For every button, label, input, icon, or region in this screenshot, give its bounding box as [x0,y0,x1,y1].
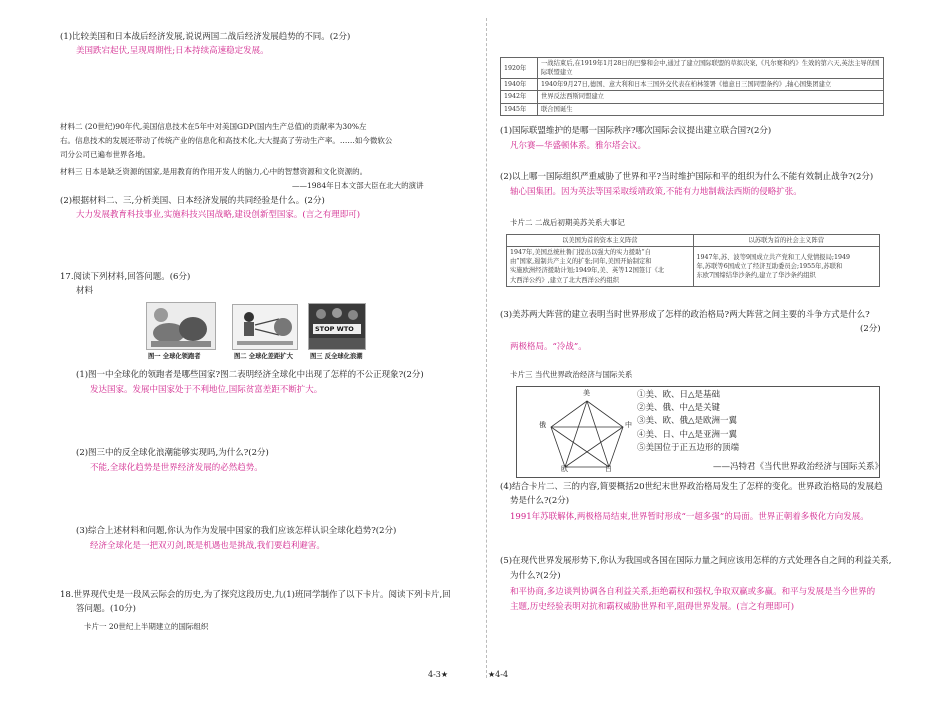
right-q4-line-1: (4)结合卡片二、三的内容,简要概括20世纪末世界政治格局发生了怎样的变化。世界政治格局的发展趋 [500,482,883,492]
international-organizations-table [500,57,884,116]
q17-question-1: (1)图一中全球化的领跑者是哪些国家?图二表明经济全球化中出现了怎样的不公正现象?(2分) [76,370,424,380]
table-row [501,58,884,79]
q18-line-2: 答问题。(10分) [76,604,136,614]
right-q3-answer: 两极格局。“冷战”。 [510,342,587,352]
page-number-left: 4-3★ [428,670,449,679]
right-q4-line-2: 势是什么?(2分) [510,496,570,506]
globalization-gap-image [232,304,298,350]
caption-figure-one: 图一 全球化领跑者 [148,353,201,360]
right-q1-answer: 凡尔赛—华盛顿体系。雅尔塔会议。 [510,141,647,151]
gap-illustration [233,305,297,349]
table-row [501,91,884,103]
header-socialist: 以苏联为首的社会主义阵营 [693,235,880,247]
cell-line: 实施欧洲经济援助计划;1949年,美、英等12国签订《北 [510,267,665,275]
leader-illustration [147,303,215,349]
left-q2-answer: 大力发展教育科技事业,实施科技兴国战略,建设创新型国家。(言之有理即可) [76,210,361,220]
right-q2-answer: 轴心国集团。因为英法等国采取绥靖政策,不能有力地制裁法西斯的侵略扩张。 [510,187,802,197]
capitalist-cell [507,247,694,287]
card-one-title: 卡片一 20世纪上半期建立的国际组织 [84,622,209,631]
card-three-item: ④美、日、中△是亚洲一翼 [637,429,738,440]
page-number-right: ★4-4 [488,670,509,679]
right-q1-text: (1)国际联盟维护的是哪一国际秩序?哪次国际会议提出建立联合国?(2分) [500,126,772,136]
q17-answer-1: 发达国家。发展中国家处于不利地位,国际贫富差距不断扩大。 [90,385,323,395]
right-q5-line-1: (5)在现代世界发展形势下,你认为我国或各国在国际力量之间应该用怎样的方式处理各自之间的利益关系, [500,556,892,566]
q17-question-3: (3)综合上述材料和问题,你认为作为发展中国家的我们应该怎样认识全球化趋势?(2分) [76,526,397,536]
right-q4-answer: 1991年苏联解体,两极格局结束,世界暂时形成“一超多强”的局面。世界正朝着多极化方向发展。 [510,512,869,522]
table-row [507,247,880,287]
socialist-cell [693,247,880,287]
card-two-title: 卡片二 二战后初期美苏关系大事记 [510,218,625,227]
globalization-leader-image [146,302,216,350]
card-three-item: ⑤美国位于正五边形的顶端 [637,442,740,453]
left-q1-answer: 美国跌宕起伏,呈现周期性;日本持续高速稳定发展。 [76,46,269,56]
event-cell: 联合国诞生 [538,103,884,115]
header-capitalist: 以美国为首的资本主义阵营 [507,235,694,247]
cell-line: 1947年,苏、波等9国成立共产党和工人党情报局;1949 [696,253,851,261]
anti-globalization-image [308,303,366,350]
vertex-china: 中 [625,421,632,429]
material-two [60,120,392,162]
cold-war-table [506,234,880,287]
cell-line: 由”国家,遏制共产主义的扩张;同年,美国开始制定和 [510,258,652,266]
right-q3-text: (3)美苏两大阵营的建立表明当时世界形成了怎样的政治格局?两大阵营之间主要的斗争方式是什么? [500,310,870,320]
vertex-europe: 欧 [561,465,568,473]
table-row [501,79,884,91]
left-q1-text: (1)比较美国和日本战后经济发展,说说两国二战后经济发展趋势的不同。(2分) [60,32,351,42]
card-three-item: ①美、欧、日△是基础 [637,390,721,400]
vertex-japan: 日 [605,465,612,473]
q18-line-1: 18.世界现代史是一段风云际会的历史,为了探究这段历史,九(1)班同学制作了以下卡片。阅读下列卡片,回 [60,590,451,600]
card-three-items [637,389,739,455]
right-q3-points: (2分) [860,324,881,334]
cell-line: 1947年,美国总统杜鲁门提出以强大的实力援助“自 [510,249,651,257]
year-cell: 1945年 [501,103,538,115]
material-two-line: 右。信息技术的发展还带动了传统产业的信息化和高技术化,大大提高了劳动生产率。……如今微软公 [60,135,393,145]
table-row [501,103,884,115]
card-three-box [516,386,884,478]
caption-figure-two: 图二 全球化差距扩大 [234,353,293,360]
event-cell: 1940年9月27日,德国、意大利和日本三国外交代表在柏林签署《德意日三国同盟条约》,轴心国集团建立 [538,79,884,91]
card-three-source: ——冯特君《当代世界政治经济与国际关系》 [713,462,884,472]
card-three-item: ②美、俄、中△是关键 [637,403,721,414]
caption-figure-three: 图三 反全球化浪潮 [310,353,363,360]
q17-title: 17.阅读下列材料,回答问题。(6分) [60,272,191,282]
right-q5-answer-1: 和平协商,多边谈判协调各自利益关系,拒绝霸权和强权,争取双赢或多赢。和平与发展是当今世界的 [510,587,876,597]
column-divider [486,18,488,678]
material-two-line: 司分公司已遍布世界各地。 [60,149,150,159]
cell-line: 大西洋公约》,建立了北大西洋公约组织 [510,276,620,284]
event-cell: 世界反法西斯同盟建立 [538,91,884,103]
card-three-item: ③美、欧、俄△是欧洲一翼 [637,416,738,427]
vertex-usa: 美 [583,389,590,397]
material-three: 材料三 日本是缺乏资源的国家,是用教育的作用开发人的脑力,心中的智慧资源和文化资源的。 [60,167,368,176]
q17-answer-2: 不能,全球化趋势是世界经济发展的必然趋势。 [90,463,263,473]
cell-line: 年,苏联等6国成立了经济互助委员会;1955年,苏联和 [696,262,843,270]
pentagon-diagram [541,393,633,473]
right-q5-answer-2: 主题,历史经验表明对抗和霸权威胁世界和平,阻碍世界发展。(言之有理即可) [510,602,795,612]
card-three-title: 卡片三 当代世界政治经济与国际关系 [510,370,633,379]
year-cell: 1942年 [501,91,538,103]
year-cell: 1920年 [501,58,538,79]
material-two-line: 材料二 (20世纪)90年代,美国信息技术在5年中对美国GDP(国内生产总值)的贡献率为30%左 [60,122,367,131]
stop-wto-sign: STOP WTO [315,325,354,333]
vertex-russia: 俄 [539,421,546,429]
q17-question-2: (2)图三中的反全球化浪潮能够实现吗,为什么?(2分) [76,448,269,458]
q17-answer-3: 经济全球化是一把双刃剑,既是机遇也是挑战,我们要趋利避害。 [90,541,325,551]
year-cell: 1940年 [501,79,538,91]
event-cell: 一战结束后,在1919年1月28日的巴黎和会中,通过了建立国际联盟的草拟决案,《凡尔赛和约》生效的第六天,英法主导的国际联盟建立 [538,58,884,79]
q17-material-label: 材料 [76,286,94,296]
cell-line: 东欧7国缔结华沙条约,建立了华沙条约组织 [696,271,816,279]
table-header-row [507,235,880,247]
right-q5-line-2: 为什么?(2分) [510,571,561,581]
material-three-source: ——1984年日本文部大臣在北大的演讲 [292,181,424,190]
left-q2-text: (2)根据材料二、三,分析美国、日本经济发展的共同经验是什么。(2分) [60,196,325,206]
right-q2-text: (2)以上哪一国际组织严重威胁了世界和平?当时维护国际和平的组织为什么不能有效制止战争?(2分) [500,172,874,182]
